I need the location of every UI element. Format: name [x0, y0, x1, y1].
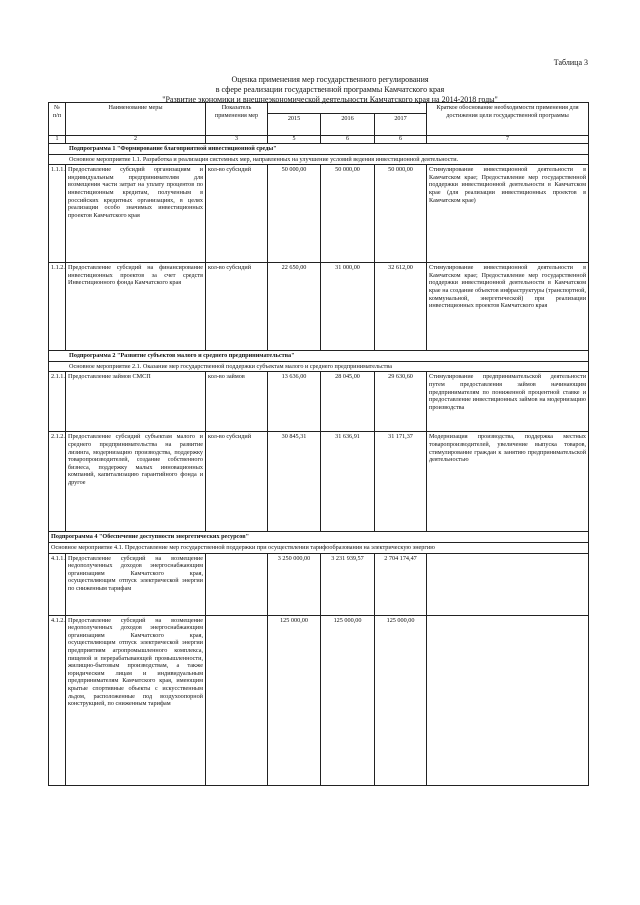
measures-table	[48, 102, 589, 786]
row-indicator	[206, 553, 268, 615]
colnum: 7	[427, 136, 589, 144]
subprogram-row	[49, 532, 589, 543]
table-row	[49, 615, 589, 785]
row-rationale	[427, 615, 589, 785]
header-year-2017: 2017	[375, 114, 427, 136]
row-rationale: Стимулирование предпринимательской деятельности путем предоставления займов начинающим предпринимателям по пониженной процентной ставке и предоставление инвестиционных займов на модернизацию производства	[427, 372, 589, 432]
row-indicator: кол-во субсидий	[206, 165, 268, 263]
header-year-2016: 2016	[321, 114, 375, 136]
row-num: 2.1.2.	[49, 432, 66, 532]
row-num: 4.1.2.	[49, 615, 66, 785]
colnum: 6	[375, 136, 427, 144]
header-name: Наименование меры	[66, 103, 206, 136]
header-indicator: Показатель применения мер	[206, 103, 268, 136]
row-value-2017: 125 000,00	[375, 615, 427, 785]
row-value-2016: 50 000,00	[321, 165, 375, 263]
row-rationale: Стимулирование инвестиционной деятельности в Камчатском крае; Предоставление мер государственной поддержки инвестиционной деятельности в Камчатском крае на создание объектов инфраструктуры (транспортной, коммунальной, энергетической) при реализации инвестиционных проектов Камчатского края	[427, 263, 589, 351]
event-title: Основное мероприятие 1.1. Разработка и реализация системных мер, направленных на улучшение условий ведения инвестиционной деятельности.	[49, 154, 589, 165]
row-value-2016: 28 045,00	[321, 372, 375, 432]
row-name: Предоставление субсидий на возмещение недополученных доходов энергоснабжающим организациям Камчатского края, осуществляющим отпуск электрической энергии по сниженным тарифам	[66, 553, 206, 615]
row-value-2015: 125 000,00	[268, 615, 321, 785]
colnum: 6	[321, 136, 375, 144]
row-name: Предоставление субсидий на возмещение недополученных доходов энергоснабжающим организациям Камчатского края, осуществляющим отпуск электрической энергии предприятиям агропромышленного комплекса, пищевой и перерабатывающей промышленности, жилищно-бытовым производствам, а также юридическим лицам и индивидуальным предпринимателям Камчатского края, имеющим крытые спортивные объекты с искусственным льдом, расположенные под воздухоопорной конструкцией, по сниженным тарифам	[66, 615, 206, 785]
colnum: 5	[268, 136, 321, 144]
document-title	[120, 75, 540, 105]
subprogram-title: Подпрограмма 2 "Развитие субъектов малого и среднего предпринимательства"	[49, 351, 589, 362]
row-num: 1.1.1.	[49, 165, 66, 263]
row-rationale: Модернизация производства, поддержка местных товаропроизводителей, увеличение выпуска товаров, стимулирование граждан к занятию предпринимательской деятельностью	[427, 432, 589, 532]
title-line-3: "Развитие экономики и внешнеэкономической деятельности Камчатского края на 2014-2018 годы"	[162, 95, 498, 104]
row-rationale: Стимулирование инвестиционной деятельности в Камчатском крае; Предоставление мер государственной поддержки инвестиционной деятельности в Камчатском крае (для реализации инвестиционных проектов в Камчатском крае)	[427, 165, 589, 263]
row-value-2015: 3 250 000,00	[268, 553, 321, 615]
colnum: 2	[66, 136, 206, 144]
subprogram-row	[49, 351, 589, 362]
colnum: 1	[49, 136, 66, 144]
row-value-2016: 125 000,00	[321, 615, 375, 785]
row-num: 2.1.1.	[49, 372, 66, 432]
row-value-2017: 29 630,60	[375, 372, 427, 432]
row-name: Предоставление субсидий организациям и индивидуальным предпринимателям для возмещения части затрат на уплату процентов по инвестиционным кредитам, полученным в российских кредитных организациях, в целях реализации особо значимых инвестиционных проектов Камчатского края	[66, 165, 206, 263]
row-name: Предоставление субсидий на финансирование инвестиционных проектов за счет средств Инвестиционного фонда Камчатского края	[66, 263, 206, 351]
table-row	[49, 263, 589, 351]
table-row	[49, 553, 589, 615]
subprogram-row	[49, 144, 589, 155]
event-title: Основное мероприятие 2.1. Оказание мер государственной поддержки субъектам малого и среднего предпринимательства	[49, 361, 589, 372]
row-value-2017: 50 000,00	[375, 165, 427, 263]
table-row	[49, 165, 589, 263]
row-value-2015: 30 845,31	[268, 432, 321, 532]
header-rationale: Краткое обоснование необходимости применения для достижения цели государственной программы	[427, 103, 589, 136]
table-row	[49, 432, 589, 532]
row-indicator	[206, 615, 268, 785]
header-years-group	[268, 103, 427, 114]
event-row	[49, 542, 589, 553]
event-row	[49, 154, 589, 165]
header-year-2015: 2015	[268, 114, 321, 136]
subprogram-title: Подпрограмма 4 "Обеспечение доступности энергетических ресурсов"	[49, 532, 589, 543]
title-line-1: Оценка применения мер государственного регулирования	[231, 75, 429, 84]
row-name: Предоставление займов СМСП	[66, 372, 206, 432]
row-num: 1.1.2.	[49, 263, 66, 351]
row-value-2015: 13 636,00	[268, 372, 321, 432]
subprogram-title: Подпрограмма 1 "Формирование благоприятной инвестиционной среды"	[49, 144, 589, 155]
row-rationale	[427, 553, 589, 615]
row-value-2017: 2 704 174,47	[375, 553, 427, 615]
title-line-2: в сфере реализации государственной программы Камчатского края	[215, 85, 445, 94]
row-indicator: кол-во субсидий	[206, 432, 268, 532]
row-num: 4.1.1.	[49, 553, 66, 615]
event-row	[49, 361, 589, 372]
colnum: 3	[206, 136, 268, 144]
event-title: Основное мероприятие 4.1. Предоставление мер государственной поддержки при осуществлении тарифообразования на электрическую энергию	[49, 542, 589, 553]
row-name: Предоставление субсидий субъектам малого и среднего предпринимательства на развитие лизинга, модернизацию производства, поддержку товаропроизводителей, создание собственного бизнеса, поддержку малых инновационных компаний, капитализацию гарантийного фонда и другое	[66, 432, 206, 532]
table-header-row	[49, 103, 589, 114]
row-value-2017: 32 612,00	[375, 263, 427, 351]
row-value-2017: 31 171,37	[375, 432, 427, 532]
row-indicator: кол-во субсидий	[206, 263, 268, 351]
table-row	[49, 372, 589, 432]
row-value-2016: 31 636,91	[321, 432, 375, 532]
row-value-2015: 22 650,00	[268, 263, 321, 351]
row-indicator: кол-во займов	[206, 372, 268, 432]
header-num: № п/п	[49, 103, 66, 136]
column-numbers-row	[49, 136, 589, 144]
row-value-2016: 3 231 939,57	[321, 553, 375, 615]
row-value-2016: 31 000,00	[321, 263, 375, 351]
table-label: Таблица 3	[553, 58, 588, 67]
row-value-2015: 50 000,00	[268, 165, 321, 263]
